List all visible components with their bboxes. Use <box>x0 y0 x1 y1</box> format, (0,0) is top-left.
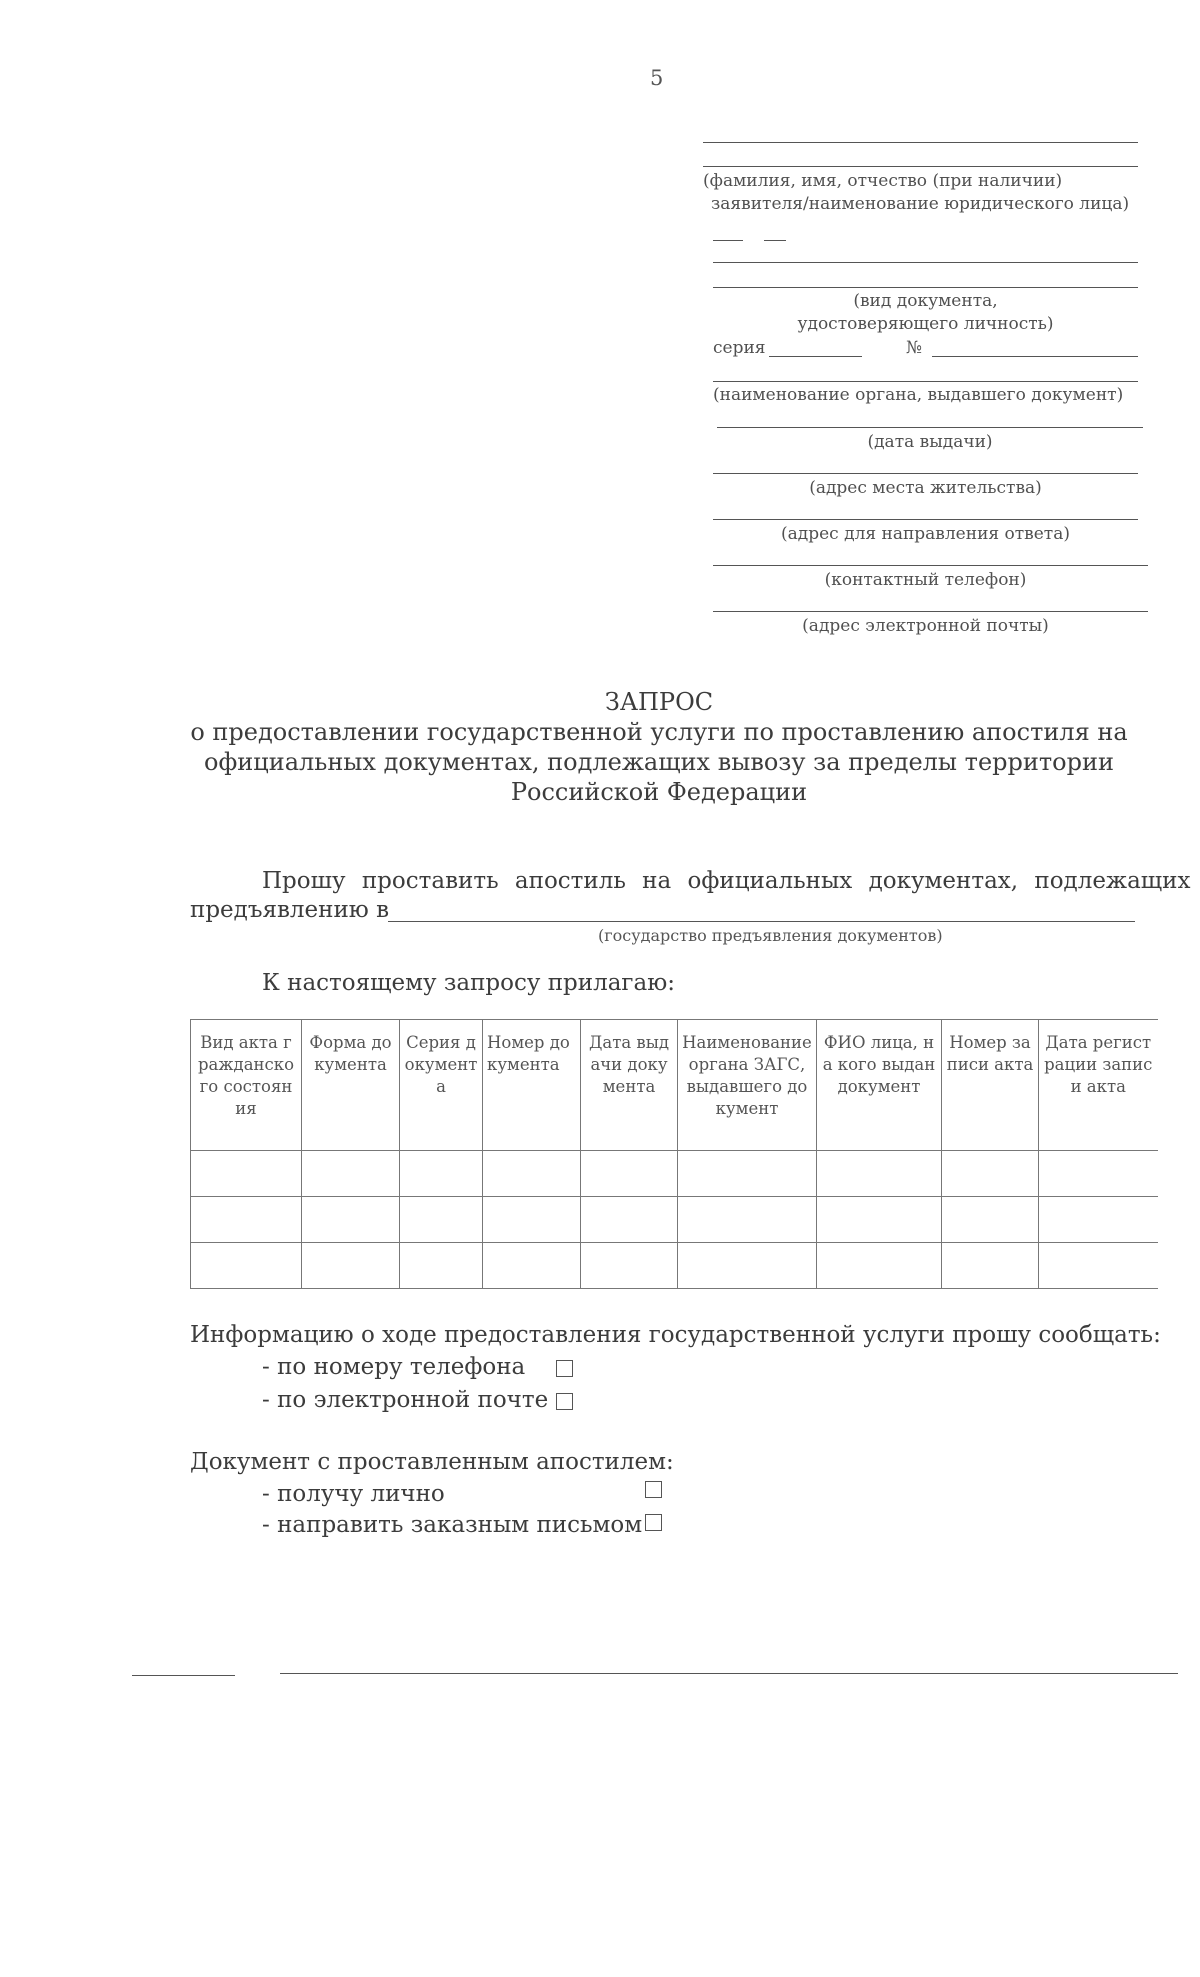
delivery-personal-checkbox[interactable] <box>645 1481 662 1498</box>
notification-phone-checkbox[interactable] <box>556 1360 573 1377</box>
table-cell[interactable] <box>817 1151 942 1197</box>
applicant-name-line-2[interactable] <box>703 166 1138 167</box>
email-line[interactable] <box>713 611 1148 612</box>
column-header-record-number: Номер записи акта <box>942 1020 1039 1151</box>
table-cell[interactable] <box>483 1243 581 1289</box>
notification-heading: Информацию о ходе предоставления государственной услуги прошу сообщать: <box>190 1322 1161 1348</box>
table-cell[interactable] <box>581 1151 678 1197</box>
table-cell[interactable] <box>400 1151 483 1197</box>
table-cell[interactable] <box>678 1197 817 1243</box>
table-cell[interactable] <box>302 1243 400 1289</box>
residence-line[interactable] <box>713 473 1138 474</box>
caption-email: (адрес электронной почты) <box>802 616 1049 636</box>
issuer-line[interactable] <box>713 381 1138 382</box>
table-cell[interactable] <box>678 1243 817 1289</box>
attachments-table <box>190 1019 1158 1289</box>
caption-phone: (контактный телефон) <box>824 570 1027 590</box>
series-label: серия <box>713 338 766 358</box>
table-header-row <box>191 1020 1158 1151</box>
delivery-heading: Документ с проставленным апостилем: <box>190 1449 674 1475</box>
issue-date-line[interactable] <box>717 427 1143 428</box>
table-cell[interactable] <box>942 1197 1039 1243</box>
document-heading: ЗАПРОС <box>604 688 714 716</box>
caption-applicant-name-2: заявителя/наименование юридического лица) <box>711 194 1130 214</box>
id-document-line-1[interactable] <box>713 262 1138 263</box>
request-text-1: Прошу проставить апостиль на официальных документах, подлежащих <box>262 868 1191 894</box>
short-dash-1 <box>713 240 743 241</box>
table-cell[interactable] <box>581 1243 678 1289</box>
table-row <box>191 1151 1158 1197</box>
table-cell[interactable] <box>942 1151 1039 1197</box>
table-cell[interactable] <box>302 1151 400 1197</box>
short-dash-2 <box>764 240 786 241</box>
request-text-2: предъявлению в <box>190 897 390 923</box>
table-cell[interactable] <box>678 1151 817 1197</box>
table-cell[interactable] <box>191 1151 302 1197</box>
notification-phone-label: - по номеру телефона <box>262 1354 526 1380</box>
table-cell[interactable] <box>191 1243 302 1289</box>
document-subtitle-3: Российской Федерации <box>510 778 808 806</box>
caption-issuer: (наименование органа, выдавшего документ) <box>713 385 1124 405</box>
table-cell[interactable] <box>1039 1243 1158 1289</box>
caption-country: (государство предъявления документов) <box>598 926 943 945</box>
signature-name-line[interactable] <box>280 1673 1178 1674</box>
delivery-mail-checkbox[interactable] <box>645 1514 662 1531</box>
column-header-form: Форма документа <box>302 1020 400 1151</box>
delivery-mail-label: - направить заказным письмом <box>262 1512 643 1538</box>
signature-line[interactable] <box>132 1675 235 1676</box>
column-header-registration-date: Дата регистрации записи акта <box>1039 1020 1158 1151</box>
table-cell[interactable] <box>817 1197 942 1243</box>
table-cell[interactable] <box>191 1197 302 1243</box>
column-header-issue-date: Дата выдачи документа <box>581 1020 678 1151</box>
attachments-intro: К настоящему запросу прилагаю: <box>262 970 675 996</box>
caption-residence: (адрес места жительства) <box>809 478 1042 498</box>
caption-reply-address: (адрес для направления ответа) <box>781 524 1070 544</box>
phone-line[interactable] <box>713 565 1148 566</box>
table-cell[interactable] <box>581 1197 678 1243</box>
column-header-series: Серия документа <box>400 1020 483 1151</box>
table-cell[interactable] <box>302 1197 400 1243</box>
caption-id-document-1: (вид документа, <box>853 291 998 311</box>
document-subtitle-1: о предоставлении государственной услуги по проставлению апостиля на <box>190 718 1128 746</box>
caption-applicant-name-1: (фамилия, имя, отчество (при наличии) <box>703 171 1063 191</box>
table-cell[interactable] <box>483 1151 581 1197</box>
reply-address-line[interactable] <box>713 519 1138 520</box>
country-field[interactable] <box>388 921 1135 922</box>
column-header-registry-office: Наименование органа ЗАГС, выдавшего документ <box>678 1020 817 1151</box>
table-row <box>191 1197 1158 1243</box>
delivery-personal-label: - получу лично <box>262 1481 445 1507</box>
column-header-number: Номер документа <box>483 1020 581 1151</box>
caption-issue-date: (дата выдачи) <box>867 432 993 452</box>
table-cell[interactable] <box>817 1243 942 1289</box>
column-header-person-name: ФИО лица, на кого выдан документ <box>817 1020 942 1151</box>
table-cell[interactable] <box>942 1243 1039 1289</box>
caption-id-document-2: удостоверяющего личность) <box>797 314 1054 334</box>
table-cell[interactable] <box>483 1197 581 1243</box>
notification-email-label: - по электронной почте <box>262 1387 549 1413</box>
number-field[interactable] <box>932 356 1138 357</box>
table-cell[interactable] <box>400 1197 483 1243</box>
table-cell[interactable] <box>400 1243 483 1289</box>
id-document-line-2[interactable] <box>713 287 1138 288</box>
table-cell[interactable] <box>1039 1151 1158 1197</box>
column-header-act-type: Вид акта гражданского состояния <box>191 1020 302 1151</box>
notification-email-checkbox[interactable] <box>556 1393 573 1410</box>
page-number: 5 <box>650 66 664 90</box>
table-cell[interactable] <box>1039 1197 1158 1243</box>
applicant-name-line-1[interactable] <box>703 142 1138 143</box>
series-field[interactable] <box>769 356 862 357</box>
number-label: № <box>906 338 923 358</box>
document-subtitle-2: официальных документах, подлежащих вывозу за пределы территории <box>204 748 1114 776</box>
table-row <box>191 1243 1158 1289</box>
